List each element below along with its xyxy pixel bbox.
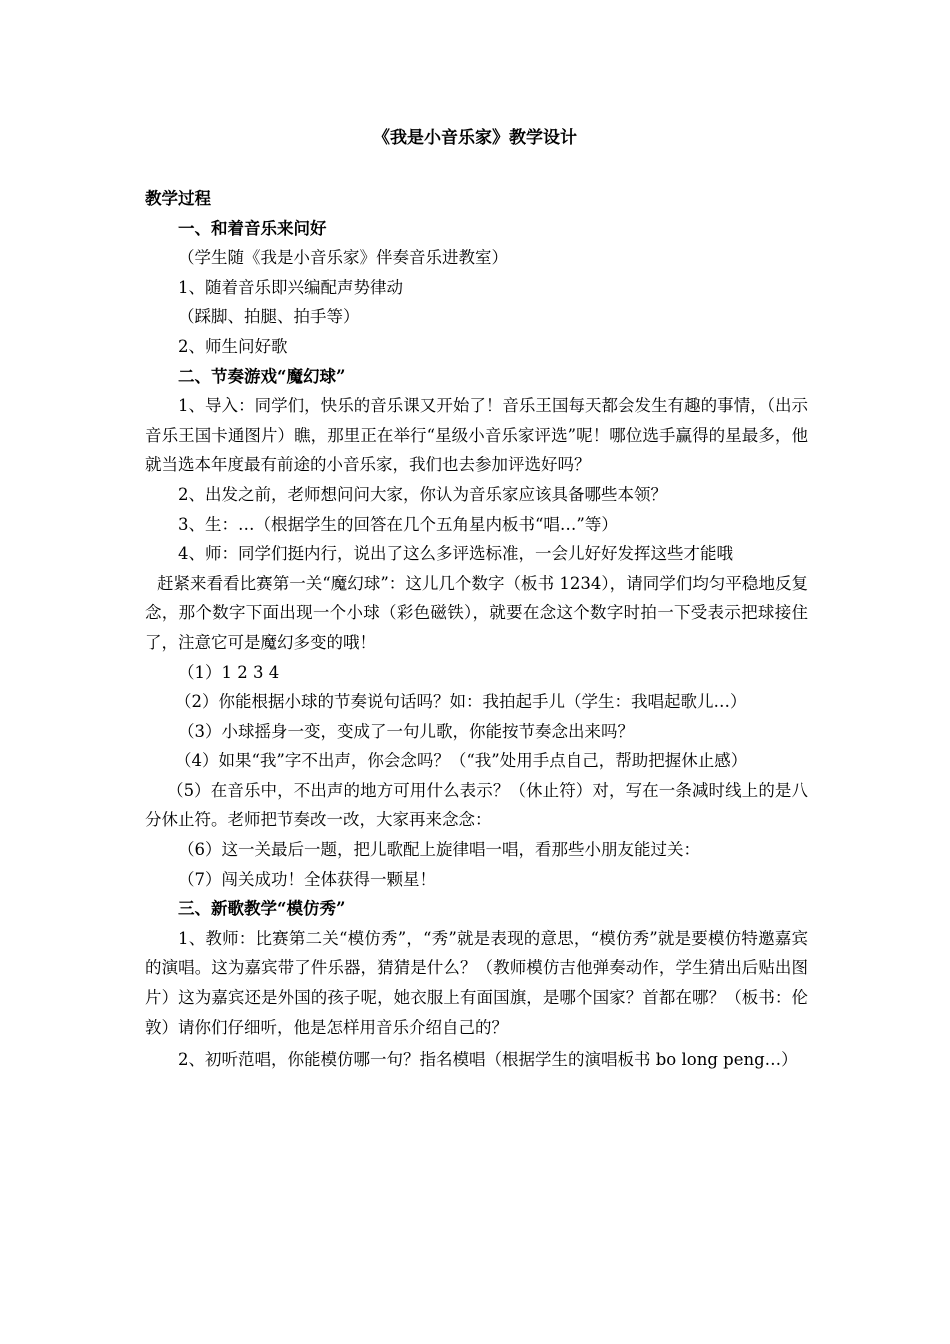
document-title: 《我是小音乐家》教学设计: [373, 128, 577, 148]
paragraph: （踩脚、拍腿、拍手等）: [178, 307, 360, 327]
paragraph: （2）你能根据小球的节奏说句话吗？如：我拍起手儿（学生：我唱起歌儿…）: [175, 692, 747, 712]
section-heading: 教学过程: [145, 189, 211, 208]
paragraph: （3）小球摇身一变，变成了一句儿歌，你能按节奏念出来吗？: [178, 721, 634, 741]
paragraph: 2、初听范唱，你能模仿哪一句？指名模唱（根据学生的演唱板书 bo long peng…）: [178, 1050, 798, 1070]
paragraph: 1、导入：同学们，快乐的音乐课又开始了！音乐王国每天都会发生有趣的事情，（出示音乐王国卡通图片）瞧，那里正在举行“星级小音乐家评选”呢！哪位选手赢得的星最多，他就当选本年度最有前途的小音乐家，我们也去参加评选好吗？: [145, 396, 808, 475]
paragraph: （学生随《我是小音乐家》伴奏音乐进教室）: [178, 248, 508, 268]
paragraph: 2、师生问好歌: [178, 336, 288, 356]
paragraph: 2、出发之前，老师想问问大家，你认为音乐家应该具备哪些本领？: [178, 484, 667, 504]
paragraph: 4、师：同学们挺内行，说出了这么多评选标准，一会儿好好发挥这些才能哦: [178, 544, 733, 564]
paragraph: 3、生：…（根据学生的回答在几个五角星内板书“唱…”等）: [178, 514, 618, 534]
paragraph: （5）在音乐中，不出声的地方可用什么表示？（休止符）对，写在一条减时线上的是八分休止符。老师把节奏改一改，大家再来念念：: [145, 780, 808, 830]
paragraph: （1）1 2 3 4: [178, 662, 280, 682]
heading-part-three: 三、新歌教学“模仿秀”: [178, 899, 346, 919]
document-body: [145, 184, 808, 1075]
paragraph: 1、随着音乐即兴编配声势律动: [178, 277, 403, 297]
paragraph: 1、教师：比赛第二关“模仿秀”，“秀”就是表现的意思，“模仿秀”就是要模仿特邀嘉宾的演唱。这为嘉宾带了件乐器，猜猜是什么？（教师模仿吉他弹奏动作，学生猜出后贴出图片）这为嘉宾还是外国的孩子呢，她衣服上有面国旗，是哪个国家？首都在哪？（板书：伦敦）请你们仔细听，他是怎样用音乐介绍自己的？: [145, 928, 808, 1037]
heading-part-two: 二、节奏游戏“魔幻球”: [178, 366, 346, 386]
paragraph: 赶紧来看看比赛第一关“魔幻球”：这儿几个数字（板书 1234），请同学们均匀平稳地反复念，那个数字下面出现一个小球（彩色磁铁），就要在念这个数字时拍一下受表示把球接住了，注意它可是魔幻多变的哦！: [145, 573, 808, 652]
paragraph: （7）闯关成功！全体获得一颗星！: [178, 869, 436, 889]
paragraph: （6）这一关最后一题，把儿歌配上旋律唱一唱，看那些小朋友能过关：: [178, 840, 700, 860]
paragraph: （4）如果“我”字不出声，你会念吗？（“我”处用手点自己，帮助把握休止感）: [175, 751, 748, 771]
heading-part-one: 一、和着音乐来问好: [178, 218, 327, 238]
